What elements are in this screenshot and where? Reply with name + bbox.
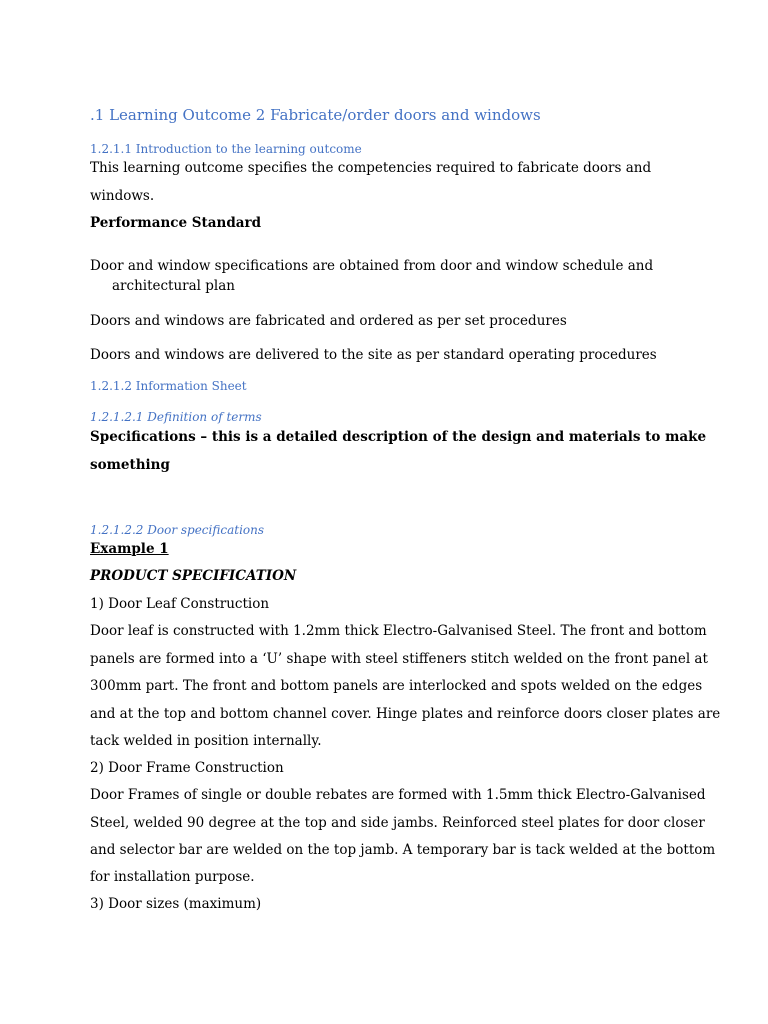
performance-standard-heading: Performance Standard <box>90 215 262 231</box>
section-1-title: 1) Door Leaf Construction <box>90 596 270 612</box>
information-sheet-heading: 1.2.1.2 Information Sheet <box>90 379 247 393</box>
section-2-line: Door Frames of single or double rebates are formed with 1.5mm thick Electro-Galvanised <box>90 787 706 803</box>
door-specifications-heading: 1.2.1.2.2 Door specifications <box>90 523 265 537</box>
section-3-title: 3) Door sizes (maximum) <box>90 896 262 912</box>
section-2-line: Steel, welded 90 degree at the top and side jambs. Reinforced steel plates for door closer <box>90 815 705 831</box>
definition-line-1: Specifications – this is a detailed description of the design and materials to make <box>90 429 707 445</box>
definition-line-2: something <box>90 457 170 473</box>
product-specification-heading: PRODUCT SPECIFICATION <box>90 568 297 584</box>
intro-line-1: This learning outcome specifies the competencies required to fabricate doors and <box>90 160 652 176</box>
definition-heading: 1.2.1.2.1 Definition of terms <box>90 410 262 424</box>
section-2-line: and selector bar are welded on the top jamb. A temporary bar is tack welded at the bottom <box>90 842 716 858</box>
performance-item-1-line-1: Door and window specifications are obtained from door and window schedule and <box>90 258 654 274</box>
section-2-line: for installation purpose. <box>90 869 255 885</box>
section-1-line: 300mm part. The front and bottom panels are interlocked and spots welded on the edges <box>90 678 703 694</box>
learning-outcome-heading: .1 Learning Outcome 2 Fabricate/order doors and windows <box>90 106 541 124</box>
performance-item-2: Doors and windows are fabricated and ordered as per set procedures <box>90 313 567 329</box>
section-1-line: panels are formed into a ‘U’ shape with steel stiffeners stitch welded on the front panel at <box>90 651 708 667</box>
performance-item-1-line-2: architectural plan <box>112 278 235 294</box>
intro-line-2: windows. <box>90 188 155 204</box>
section-1-line: Door leaf is constructed with 1.2mm thick Electro-Galvanised Steel. The front and bottom <box>90 623 707 639</box>
performance-item-3: Doors and windows are delivered to the site as per standard operating procedures <box>90 347 657 363</box>
section-1-line: tack welded in position internally. <box>90 733 322 749</box>
example-title: Example 1 <box>90 541 169 557</box>
section-2-title: 2) Door Frame Construction <box>90 760 284 776</box>
section-1-line: and at the top and bottom channel cover. Hinge plates and reinforce doors closer plates are <box>90 706 721 722</box>
intro-heading: 1.2.1.1 Introduction to the learning outcome <box>90 142 362 156</box>
